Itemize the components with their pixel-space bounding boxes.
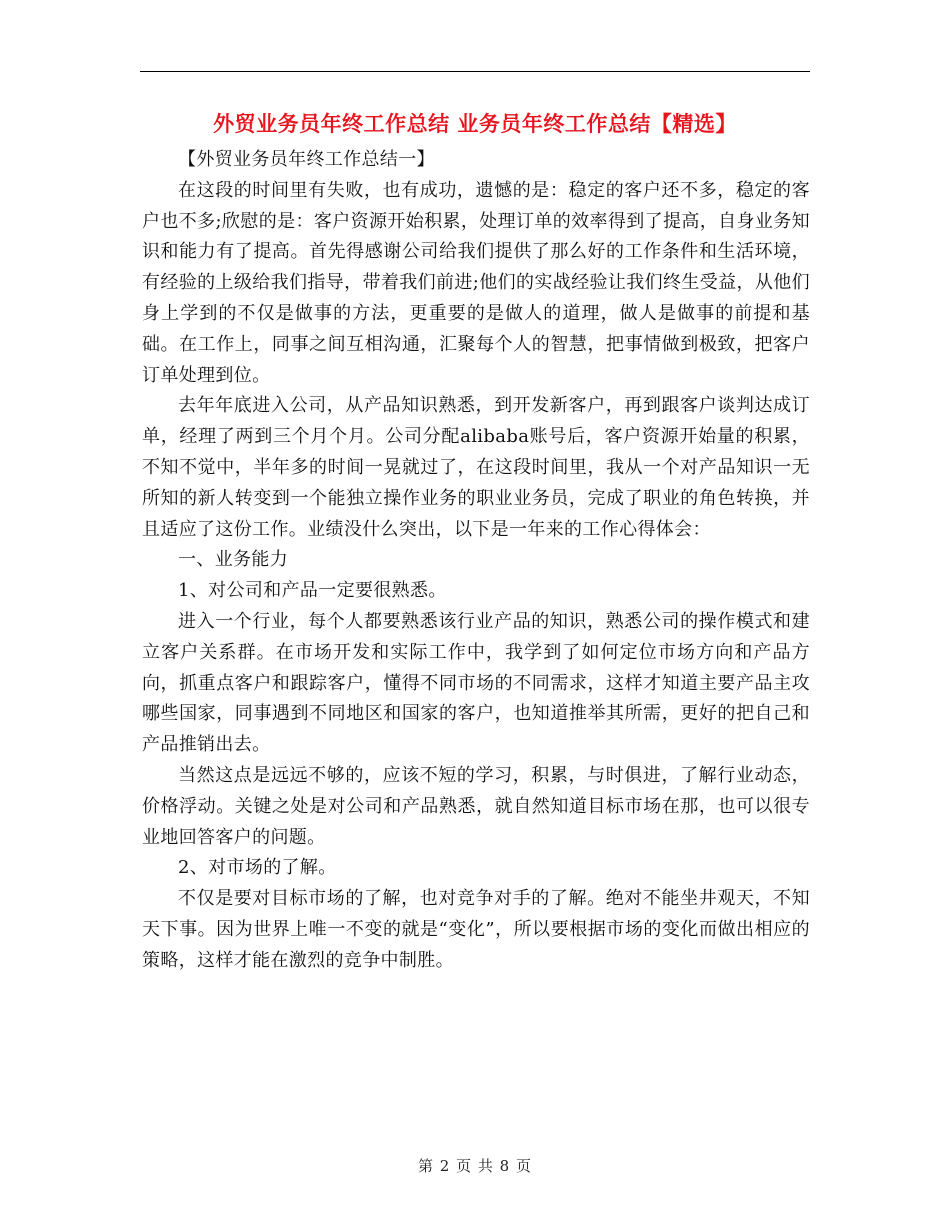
paragraph-market-competition: 不仅是要对目标市场的了解，也对竞争对手的了解。绝对不能坐井观天，不知天下事。因为世界上唯一不变的就是“变化”，所以要根据市场的变化而做出相应的策略，这样才能在激烈的竞争中制胜。 xyxy=(142,888,810,971)
subheading-know-company: 1、对公司和产品一定要很熟悉。 xyxy=(178,580,447,602)
header-rule xyxy=(140,71,810,72)
paragraph-industry-knowledge: 进入一个行业，每个人都要熟悉该行业产品的知识，熟悉公司的操作模式和建立客户关系群。在市场开发和实际工作中，我学到了如何定位市场方向和产品方向，抓重点客户和跟踪客户，懂得不同市场的不同需求，这样才知道主要产品主攻哪些国家，同事遇到不同地区和国家的客户，也知道推举其所需，更好的把自己和产品推销出去。 xyxy=(142,610,810,756)
paragraph-experience: 去年年底进入公司，从产品知识熟悉，到开发新客户，再到跟客户谈判达成订单，经理了两到三个月个月。公司分配alibaba账号后，客户资源开始量的积累，不知不觉中，半年多的时间一晃就过了，在这段时间里，我从一个对产品知识一无所知的新人转变到一个能独立操作业务的职业业务员，完成了职业的角色转换，并且适应了这份工作。业绩没什么突出，以下是一年来的工作心得体会： xyxy=(142,395,810,540)
document-body xyxy=(142,145,810,977)
subheading-know-market: 2、对市场的了解。 xyxy=(178,857,337,879)
page-footer: 第 2 页 共 8 页 xyxy=(418,1157,532,1175)
paragraph-intro: 在这段的时间里有失败，也有成功，遗憾的是：稳定的客户还不多，稳定的客户也不多;欣慰的是：客户资源开始积累，处理订单的效率得到了提高，自身业务知识和能力有了提高。首先得感谢公司给我们提供了那么好的工作条件和生活环境，有经验的上级给我们指导，带着我们前进;他们的实战经验让我们终生受益，从他们身上学到的不仅是做事的方法，更重要的是做人的道理，做人是做事的前提和基础。在工作上，同事之间互相沟通，汇聚每个人的智慧，把事情做到极致，把客户订单处理到位。 xyxy=(142,179,810,386)
document-title: 外贸业务员年终工作总结 业务员年终工作总结【精选】 xyxy=(213,111,737,136)
section-heading-business-ability: 一、业务能力 xyxy=(178,549,289,571)
paragraph-continuous-learning: 当然这点是远远不够的，应该不短的学习，积累，与时俱进，了解行业动态，价格浮动。关键之处是对公司和产品熟悉，就自然知道目标市场在那，也可以很专业地回答客户的问题。 xyxy=(142,764,810,848)
section-heading-summary-1: 【外贸业务员年终工作总结一】 xyxy=(178,149,435,170)
